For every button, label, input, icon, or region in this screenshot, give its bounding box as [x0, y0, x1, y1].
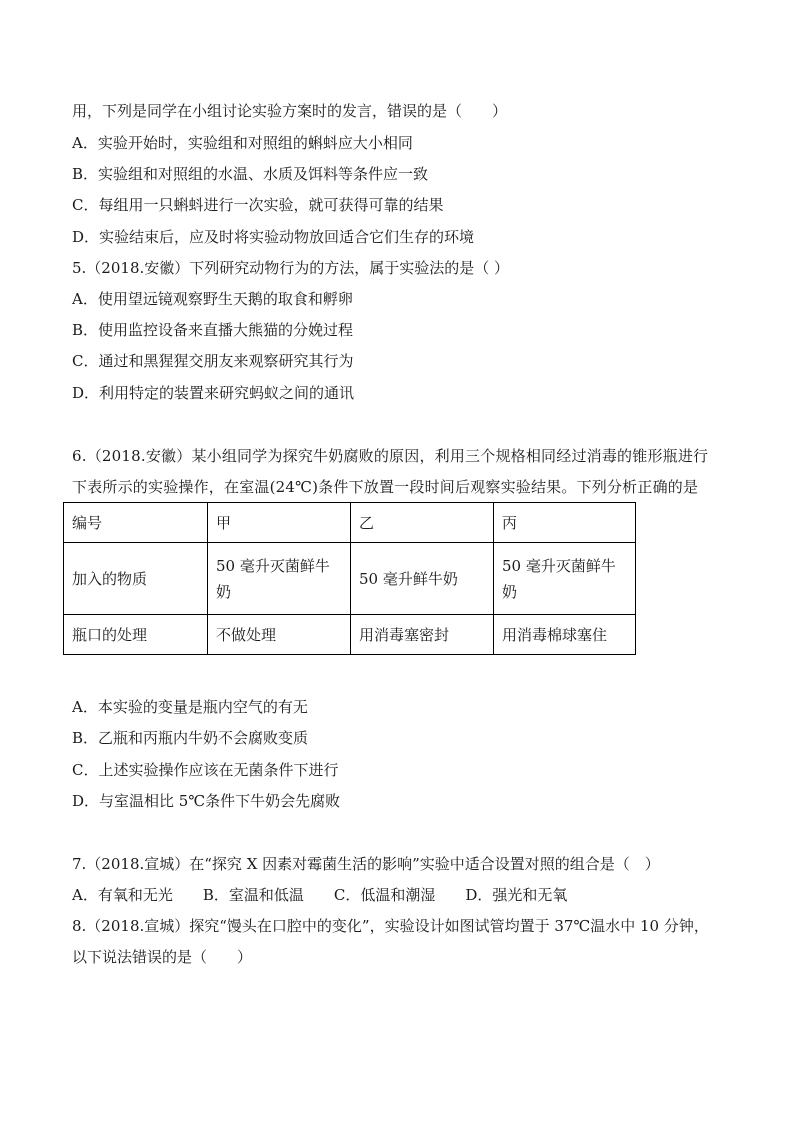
- q7-stem: 7.（2018.宣城）在“探究 X 因素对霉菌生活的影响”实验中适合设置对照的组合是（ ）: [72, 855, 660, 873]
- q5-option-a: A．使用望远镜观察野生天鹅的取食和孵卵: [72, 290, 353, 308]
- q4-option-c: C．每组用一只蝌蚪进行一次实验，就可获得可靠的结果: [72, 196, 444, 214]
- table-header-cell: 编号: [64, 503, 208, 543]
- q6-stem-line2: 下表所示的实验操作，在室温(24℃)条件下放置一段时间后观察实验结果。下列分析正确的是: [72, 478, 699, 496]
- q4-stem-tail: 用，下列是同学在小组讨论实验方案时的发言，错误的是（ ）: [72, 102, 508, 120]
- q5-option-c: C．通过和黑猩猩交朋友来观察研究其行为: [72, 352, 354, 370]
- q4-option-b: B．实验组和对照组的水温、水质及饵料等条件应一致: [72, 165, 429, 183]
- q6-option-d: D．与室温相比 5℃条件下牛奶会先腐败: [72, 792, 341, 810]
- q8-stem-line1: 8.（2018.宣城）探究“馒头在口腔中的变化”，实验设计如图试管均置于 37℃温水中 10 分钟，: [72, 917, 709, 935]
- table-cell: 加入的物质: [64, 543, 208, 615]
- q5-stem: 5.（2018.安徽）下列研究动物行为的方法，属于实验法的是（ ）: [72, 259, 510, 277]
- table-row: [64, 503, 636, 543]
- q6-option-a: A．本实验的变量是瓶内空气的有无: [72, 698, 308, 716]
- table-row: [64, 543, 636, 615]
- q7-options: A．有氧和无光 B．室温和低温 C．低温和潮湿 D．强光和无氧: [72, 886, 568, 904]
- q6-option-b: B．乙瓶和丙瓶内牛奶不会腐败变质: [72, 729, 309, 747]
- table-row: [64, 615, 636, 655]
- table-cell: 50 毫升鲜牛奶: [351, 543, 494, 615]
- table-cell: 50 毫升灭菌鲜牛奶: [208, 543, 351, 615]
- q4-option-d: D．实验结束后，应及时将实验动物放回适合它们生存的环境: [72, 228, 475, 246]
- table-cell: 50 毫升灭菌鲜牛奶: [494, 543, 636, 615]
- table-cell: 用消毒棉球塞住: [494, 615, 636, 655]
- table-cell: 瓶口的处理: [64, 615, 208, 655]
- table-header-cell: 甲: [208, 503, 351, 543]
- q6-option-c: C．上述实验操作应该在无菌条件下进行: [72, 761, 339, 779]
- q5-option-d: D．利用特定的装置来研究蚂蚁之间的通讯: [72, 384, 355, 402]
- q5-option-b: B．使用监控设备来直播大熊猫的分娩过程: [72, 321, 354, 339]
- table-header-cell: 丙: [494, 503, 636, 543]
- experiment-table: [63, 502, 636, 655]
- table-cell: 用消毒塞密封: [351, 615, 494, 655]
- q8-stem-line2: 以下说法错误的是（ ）: [72, 948, 253, 966]
- table-header-cell: 乙: [351, 503, 494, 543]
- q6-stem-line1: 6.（2018.安徽）某小组同学为探究牛奶腐败的原因，利用三个规格相同经过消毒的锥形瓶进行: [72, 447, 709, 465]
- table-cell: 不做处理: [208, 615, 351, 655]
- q4-option-a: A．实验开始时，实验组和对照组的蝌蚪应大小相同: [72, 134, 413, 152]
